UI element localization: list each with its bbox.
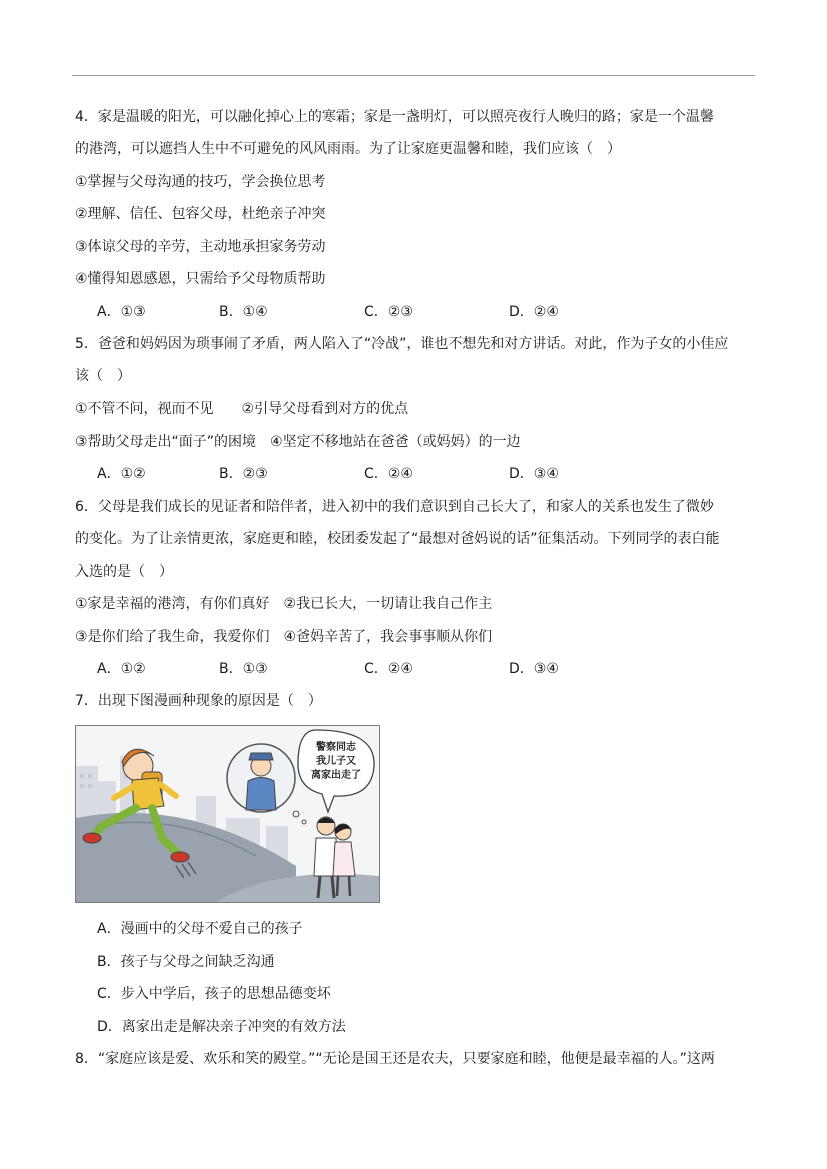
q6-items-line2: ③是你们给了我生命，我爱你们 ④爸妈辛苦了，我会事事顺从你们 [75, 629, 493, 645]
q5-option-b[interactable]: B．②③ [219, 466, 268, 482]
q7-option-c[interactable]: C．步入中学后，孩子的思想品德变坏 [97, 986, 331, 1002]
q4-option-b[interactable]: B．①④ [219, 304, 268, 320]
q5-stem-line2: 该（ ） [75, 368, 131, 384]
q4-option-c[interactable]: C．②③ [364, 304, 413, 320]
q6-stem-line1: 6．父母是我们成长的见证者和陪伴者，进入初中的我们意识到自己长大了，和家人的关系也发生了微妙 [75, 499, 714, 515]
q7-stem: 7．出现下图漫画种现象的原因是（ ） [75, 693, 322, 709]
q6-items-line1: ①家是幸福的港湾，有你们真好 ②我已长大，一切请让我自己作主 [75, 596, 493, 612]
q7-option-b[interactable]: B．孩子与父母之间缺乏沟通 [97, 954, 275, 970]
header-rule [72, 75, 755, 76]
q7-option-d[interactable]: D．离家出走是解决亲子冲突的有效方法 [97, 1019, 346, 1035]
bubble-line-3: 离家出走了 [311, 770, 361, 781]
q4-item-2: ②理解、信任、包容父母，杜绝亲子冲突 [75, 206, 326, 222]
q4-item-4: ④懂得知恩感恩，只需给予父母物质帮助 [75, 271, 326, 287]
q6-stem-line3: 入选的是（ ） [75, 564, 173, 580]
q8-stem-line1: 8．“家庭应该是爱、欢乐和笑的殿堂。”“无论是国王还是农夫，只要家庭和睦，他便是最幸福的人。”这两 [75, 1051, 715, 1067]
q5-items-line2: ③帮助父母走出“面子”的困境 ④坚定不移地站在爸爸（或妈妈）的一边 [75, 434, 521, 450]
q4-stem-line2: 的港湾，可以遮挡人生中不可避免的风风雨雨。为了让家庭更温馨和睦，我们应该（ ） [75, 141, 621, 157]
q4-item-3: ③体谅父母的辛劳，主动地承担家务劳动 [75, 239, 326, 255]
bubble-line-2: 我儿子又 [316, 756, 356, 767]
q6-option-c[interactable]: C．②④ [364, 661, 413, 677]
q5-option-c[interactable]: C．②④ [364, 466, 413, 482]
q7-cartoon-image [75, 725, 380, 903]
q4-item-1: ①掌握与父母沟通的技巧，学会换位思考 [75, 174, 326, 190]
q6-stem-line2: 的变化。为了让亲情更浓，家庭更和睦，校团委发起了“最想对爸妈说的话”征集活动。下列同学的表白能 [75, 531, 720, 547]
q4-stem-line1: 4．家是温暖的阳光，可以融化掉心上的寒霜；家是一盏明灯，可以照亮夜行人晚归的路；家是一个温馨 [75, 109, 714, 125]
q4-option-a[interactable]: A．①③ [97, 304, 146, 320]
q7-option-a[interactable]: A．漫画中的父母不爱自己的孩子 [97, 921, 303, 937]
q5-option-d[interactable]: D．③④ [509, 466, 559, 482]
q5-stem-line1: 5．爸爸和妈妈因为琐事闹了矛盾，两人陷入了“冷战”，谁也不想先和对方讲话。对此，作为子女的小佳应 [75, 336, 729, 352]
q4-option-d[interactable]: D．②④ [509, 304, 559, 320]
q6-option-d[interactable]: D．③④ [509, 661, 559, 677]
q5-items-line1: ①不管不问，视而不见 ②引导父母看到对方的优点 [75, 401, 409, 417]
q6-option-b[interactable]: B．①③ [219, 661, 268, 677]
bubble-line-1: 警察同志 [316, 742, 356, 753]
q6-option-a[interactable]: A．①② [97, 661, 146, 677]
q5-option-a[interactable]: A．①② [97, 466, 146, 482]
